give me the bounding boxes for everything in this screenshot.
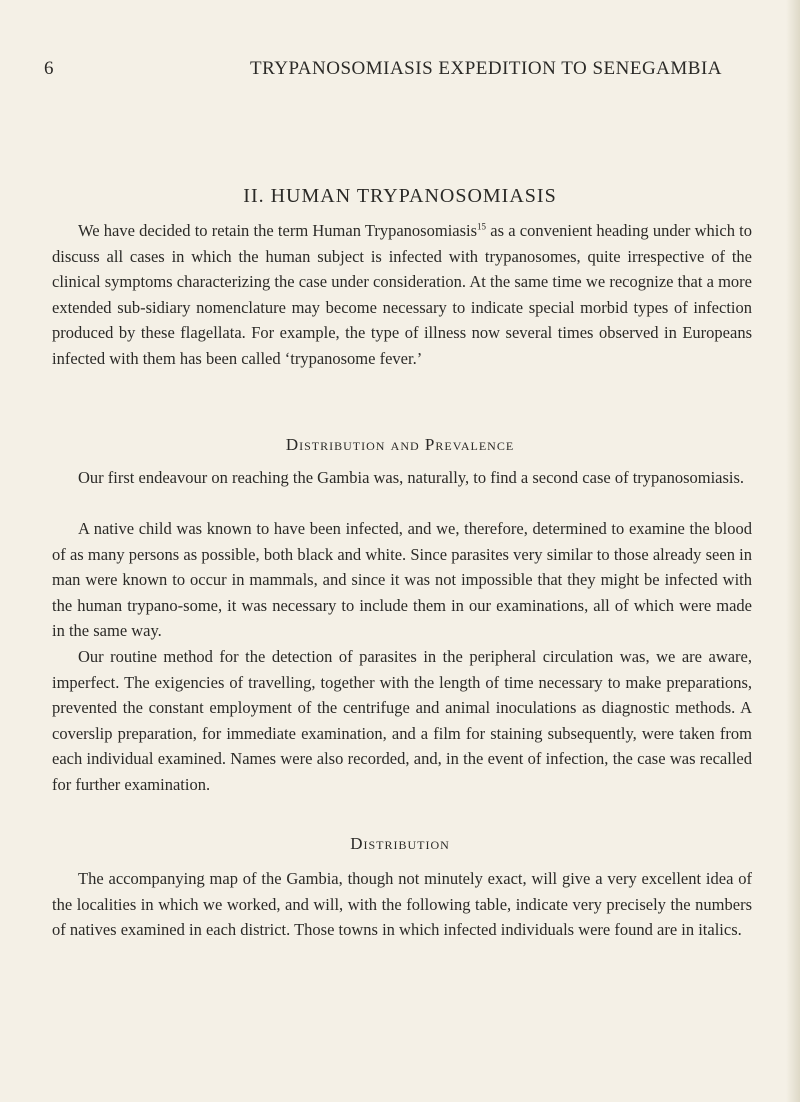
section-heading-distribution-prevalence: Distribution and Prevalence (285, 435, 515, 454)
footnote-marker: 15 (477, 221, 487, 232)
running-head (0, 58, 800, 82)
paragraph-native-child: A native child was known to have been infected, and we, therefore, determined to examine the blood of as many persons as possible, both black and white. Since parasites very similar to those already seen in man were known to occur in mammals, and since it was not impossible that they might be infected with the human trypano-some, it was necessary to include them in our examinations, all of which were made in the same way. (52, 519, 752, 640)
paragraph-intro (52, 218, 752, 371)
chapter-title: II. HUMAN TRYPANOSOMIASIS (243, 185, 557, 207)
paragraph-endeavour: Our first endeavour on reaching the Gambia was, naturally, to find a second case of trypanosomiasis. (78, 468, 745, 487)
section-heading-distribution: Distribution (350, 834, 450, 853)
running-title: TRYPANOSOMIASIS EXPEDITION TO SENEGAMBIA (250, 58, 723, 79)
paragraph-map: The accompanying map of the Gambia, though not minutely exact, will give a very excellent idea of the localities in which we worked, and will, with the following table, indicate very precisely the numbers of natives examined in each district. Those towns in which infected individuals were found are in italics. (52, 869, 752, 939)
intro-text-rest: as a convenient heading under which to discuss all cases in which the human subject is infected with trypanosomes, quite irrespective of the clinical symptoms characterizing the case under consideration. At the same time we recognize that a more extended sub-sidiary nomenclature may become necessary to indicate special morbid types of infection produced by these flagellata. For example, the type of illness now several times observed in Europeans infected with them has been called ‘trypanosome fever.’ (52, 221, 752, 368)
paragraph-routine: Our routine method for the detection of parasites in the peripheral circulation was, we are aware, imperfect. The exigencies of travelling, together with the length of time necessary to make preparations, prevented the constant employment of the centrifuge and animal inoculations as diagnostic methods. A coverslip preparation, for immediate examination, and a film for staining subsequently, were taken from each individual examined. Names were also recorded, and, in the event of infection, the case was recalled for further examination. (52, 647, 752, 794)
page-number: 6 (44, 58, 54, 79)
page-edge-shadow (786, 0, 800, 1102)
intro-text-start: We have decided to retain the term Human Trypanosomiasis (78, 221, 478, 240)
